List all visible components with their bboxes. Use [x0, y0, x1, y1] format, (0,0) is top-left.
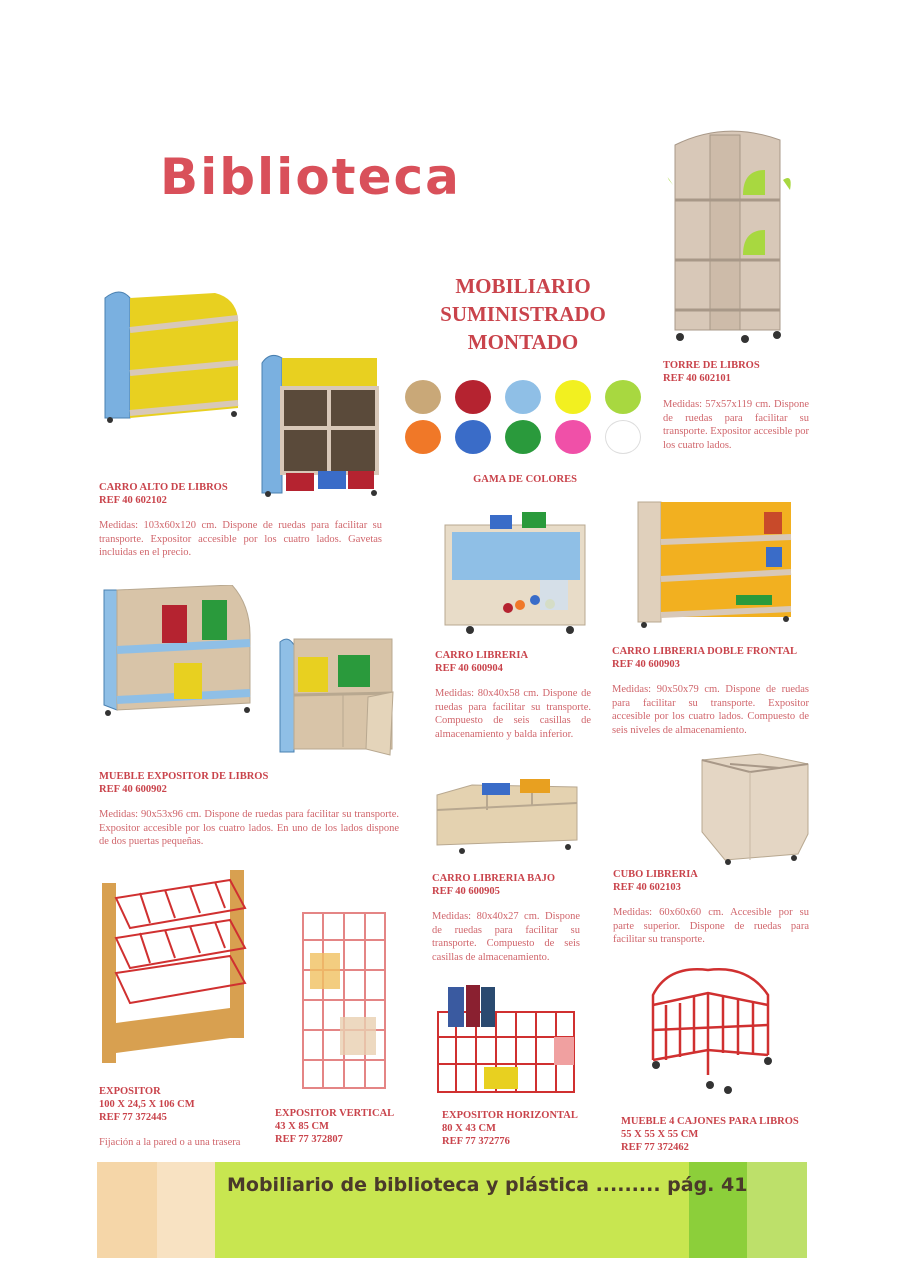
library-cart-image [440, 510, 590, 638]
product-ref: REF 40 602102 [99, 495, 167, 506]
product-ref: REF 77 372807 [275, 1134, 343, 1145]
product-expositor [99, 1085, 249, 1150]
drawer-cart-image [260, 353, 382, 498]
footer-color-block [747, 1162, 807, 1258]
footer-color-block [97, 1162, 157, 1258]
headline-line: MONTADO [467, 330, 579, 354]
product-ref: REF 40 600905 [432, 886, 500, 897]
product-ref: REF 40 600903 [612, 659, 680, 670]
color-swatch [555, 380, 591, 414]
tall-book-cart-image [100, 288, 245, 423]
product-ref: REF 40 602103 [613, 882, 681, 893]
headline-line: SUMINISTRADO [440, 302, 606, 326]
color-swatch [405, 380, 441, 414]
product-name: CARRO LIBRERIA BAJO [432, 873, 556, 884]
product-ref: REF 77 372445 [99, 1112, 167, 1123]
assembled-headline [418, 272, 628, 356]
product-description: Medidas: 90x53x96 cm. Dispone de ruedas para facilitar su transporte. Expositor accesible por los cuatro lados. En uno de los lados dispone de dos puertas pequeñas. [99, 809, 399, 847]
product-carro-doble-frontal [612, 645, 809, 737]
vertical-display-image [288, 905, 398, 1095]
product-carro-libreria [435, 649, 591, 741]
product-size: 80 X 43 CM [442, 1123, 496, 1134]
book-tower-image [665, 125, 795, 345]
product-name: CARRO LIBRERIA DOBLE FRONTAL [612, 646, 798, 657]
product-name: CARRO ALTO DE LIBROS [99, 482, 228, 493]
product-description: Medidas: 60x60x60 cm. Accesible por su parte superior. Dispone de ruedas para facilitar su transporte. [613, 907, 809, 945]
product-mueble-4-cajones [621, 1115, 809, 1154]
color-swatch [455, 380, 491, 414]
product-carro-libreria-bajo [432, 872, 580, 964]
product-name: MUEBLE 4 CAJONES PARA LIBROS [621, 1116, 799, 1127]
product-name: TORRE DE LIBROS [663, 360, 760, 371]
colors-label: GAMA DE COLORES [473, 474, 577, 485]
product-ref: REF 40 602101 [663, 373, 731, 384]
product-carro-alto [99, 481, 382, 560]
footer-color-block [157, 1162, 215, 1258]
color-swatch-grid [405, 380, 655, 460]
product-size: 100 X 24,5 X 106 CM [99, 1099, 195, 1110]
wire-display-stand-image [100, 868, 258, 1068]
color-swatch [505, 380, 541, 414]
color-swatch [555, 420, 591, 454]
color-swatch [405, 420, 441, 454]
four-drawer-unit-image [648, 965, 776, 1095]
headline-line: MOBILIARIO [455, 274, 591, 298]
product-description: Medidas: 57x57x119 cm. Dispone de ruedas para facilitar su transporte. Expositor accesible por los cuatro lados. [663, 399, 809, 451]
product-size: 43 X 85 CM [275, 1121, 329, 1132]
color-swatch [605, 420, 641, 454]
color-swatch [455, 420, 491, 454]
horizontal-display-image [436, 982, 578, 1100]
product-description: Fijación a la pared o a una trasera [99, 1137, 241, 1148]
footer-bar [97, 1162, 807, 1258]
product-name: EXPOSITOR [99, 1086, 161, 1097]
footer-page-reference: Mobiliario de biblioteca y plástica ......... pág. 41 [227, 1174, 748, 1196]
product-description: Medidas: 80x40x27 cm. Dispone de ruedas para facilitar su transporte. Compuesto de seis casillas de almacenamiento. [432, 911, 580, 963]
color-swatch [505, 420, 541, 454]
product-size: 55 X 55 X 55 CM [621, 1129, 699, 1140]
low-library-cart-image [432, 775, 584, 855]
product-name: EXPOSITOR VERTICAL [275, 1108, 395, 1119]
product-name: MUEBLE EXPOSITOR DE LIBROS [99, 771, 269, 782]
product-description: Medidas: 103x60x120 cm. Dispone de ruedas para facilitar su transporte. Expositor accesible por los cuatro lados. Gavetas incluidas en el precio. [99, 520, 382, 558]
library-cube-image [700, 752, 810, 867]
product-expositor-horizontal [442, 1109, 592, 1148]
product-cubo-libreria [613, 868, 809, 947]
color-swatch [605, 380, 641, 414]
product-ref: REF 40 600902 [99, 784, 167, 795]
product-name: EXPOSITOR HORIZONTAL [442, 1110, 578, 1121]
page-title: Biblioteca [160, 148, 461, 206]
product-torre-de-libros [663, 359, 809, 452]
book-display-unit-image [102, 585, 257, 725]
product-name: CUBO LIBRERIA [613, 869, 698, 880]
product-ref: REF 40 600904 [435, 663, 503, 674]
product-ref: REF 77 372776 [442, 1136, 510, 1147]
product-expositor-vertical [275, 1107, 425, 1146]
product-description: Medidas: 90x50x79 cm. Dispone de ruedas para facilitar su transporte. Expositor accesible por los cuatro lados. Compuesto de seis niveles de almacenamiento. [612, 684, 809, 736]
product-description: Medidas: 80x40x58 cm. Dispone de ruedas para facilitar su transporte. Compuesto de seis casillas de almacenamiento y balda inferior. [435, 688, 591, 740]
book-display-back-image [278, 637, 396, 757]
product-ref: REF 77 372462 [621, 1142, 689, 1153]
double-front-cart-image [636, 497, 796, 632]
product-mueble-expositor [99, 770, 399, 849]
product-name: CARRO LIBRERIA [435, 650, 529, 661]
